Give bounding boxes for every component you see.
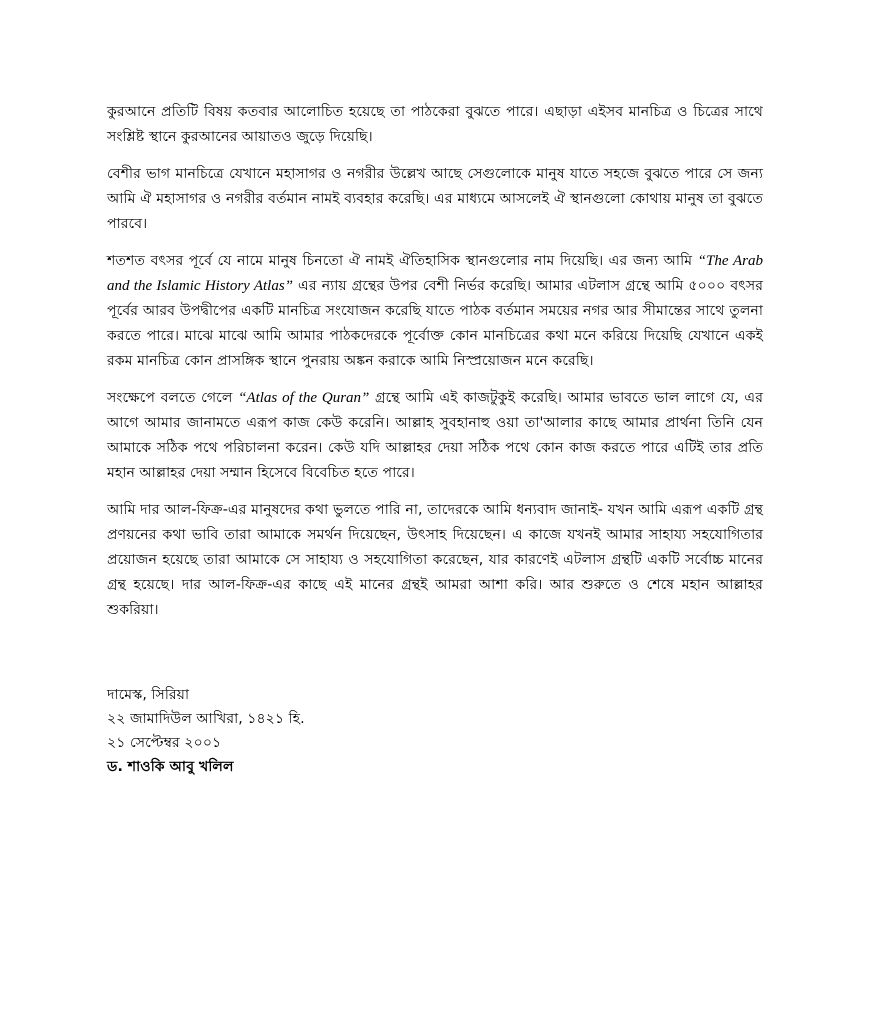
paragraph-text: গ্রন্থে আমি এই কাজটুকুই করেছি। আমার ভাবতে ভাল লাগে যে, এর আগে আমার জানামতে এরূপ কাজ কেউ করেনি। আল্লাহ সুবহানাহু ওয়া তা'আলার কাছে আমার প্রার্থনা তিনি যেন আমাকে সঠিক পথে পরিচালনা করেন। কেউ যদি আল্লাহর দেয়া সঠিক পথে কোন কাজ করতে পারে এটিই তার প্রতি মহান আল্লাহর দেয়া সম্মান হিসেবে বিবেচিত হতে পারে। bbox=[107, 390, 763, 481]
paragraph bbox=[107, 100, 763, 150]
paragraph-text: শতশত বৎসর পূর্বে যে নামে মানুষ চিনতো ঐ নামই ঐতিহাসিক স্থানগুলোর নাম দিয়েছি। এর জন্য আমি bbox=[107, 253, 698, 269]
paragraph-text: সংক্ষেপে বলতে গেলে bbox=[107, 390, 239, 406]
book-title-italic: “Atlas of the Quran” bbox=[238, 390, 370, 406]
paragraph-text: আমি দার আল-ফিক্র-এর মানুষদের কথা ভুলতে পারি না, তাদেরকে আমি ধন্যবাদ জানাই- যখন আমি এরূপ একটি গ্রন্থ প্রণয়নের কথা ভাবি তারা আমাকে সমর্থন দিয়েছেন, উৎসাহ দিয়েছেন। এ কাজে যখনই আমার সাহায্য সহযোগিতার প্রয়োজন হয়েছে তারা আমাকে সে সাহায্য ও সহযোগিতা করেছেন, যার কারণেই এটলাস গ্রন্থটি একটি সর্বোচ্চ মানের গ্রন্থ হয়েছে। দার আল-ফিক্র-এর কাছে এই মানের গ্রন্থই আমরা আশা করি। আর শুরুতে ও শেষে মহান আল্লাহর শুকরিয়া। bbox=[107, 502, 763, 618]
signature-gregorian-date: ২১ সেপ্টেম্বর ২০০১ bbox=[107, 735, 222, 751]
document-body bbox=[107, 100, 763, 635]
signature-hijri-date: ২২ জামাদিউল আখিরা, ১৪২১ হি. bbox=[107, 711, 305, 727]
signature-author: ড. শাওকি আবু খলিল bbox=[107, 759, 234, 775]
paragraph-text: এর ন্যায় গ্রন্থের উপর বেশী নির্ভর করেছি। আমার এটলাস গ্রন্থে আমি ৫০০০ বৎসর পূর্বের আরব উপদ্বীপের একটি মানচিত্র সংযোজন করেছি যাতে পাঠক বর্তমান সময়ের নগর আর সীমান্তের সাথে তুলনা করতে পারে। মাঝে মাঝে আমি আমার পাঠকদেরকে পূর্বোক্ত কোন মানচিত্রের কথা মনে করিয়ে দিয়েছি যেখানে একই রকম মানচিত্র কোন প্রাসঙ্গিক স্থানে পুনরায় অঙ্কন করাকে আমি নিস্প্রয়োজন মনে করেছি। bbox=[107, 278, 764, 369]
paragraph bbox=[107, 249, 763, 374]
paragraph bbox=[107, 498, 763, 623]
paragraph bbox=[107, 386, 763, 486]
paragraph bbox=[107, 162, 763, 237]
paragraph-text: বেশীর ভাগ মানচিত্রে যেখানে মহাসাগর ও নগরীর উল্লেখ আছে সেগুলোকে মানুষ যাতে সহজে বুঝতে পারে সে জন্য আমি ঐ মহাসাগর ও নগরীর বর্তমান নামই ব্যবহার করেছি। এর মাধ্যমে আসলেই ঐ স্থানগুলো কোথায় মানুষ তা বুঝতে পারবে। bbox=[107, 166, 763, 232]
signature-place: দামেস্ক, সিরিয়া bbox=[107, 687, 190, 703]
paragraph-text: কুরআনে প্রতিটি বিষয় কতবার আলোচিত হয়েছে তা পাঠকেরা বুঝতে পারে। এছাড়া এইসব মানচিত্র ও চিত্রের সাথে সংশ্লিষ্ট স্থানে কুরআনের আয়াতও জুড়ে দিয়েছি। bbox=[107, 104, 763, 145]
signature-block bbox=[107, 683, 607, 779]
book-title-italic: “The Arab and the Islamic History Atlas” bbox=[107, 253, 764, 294]
